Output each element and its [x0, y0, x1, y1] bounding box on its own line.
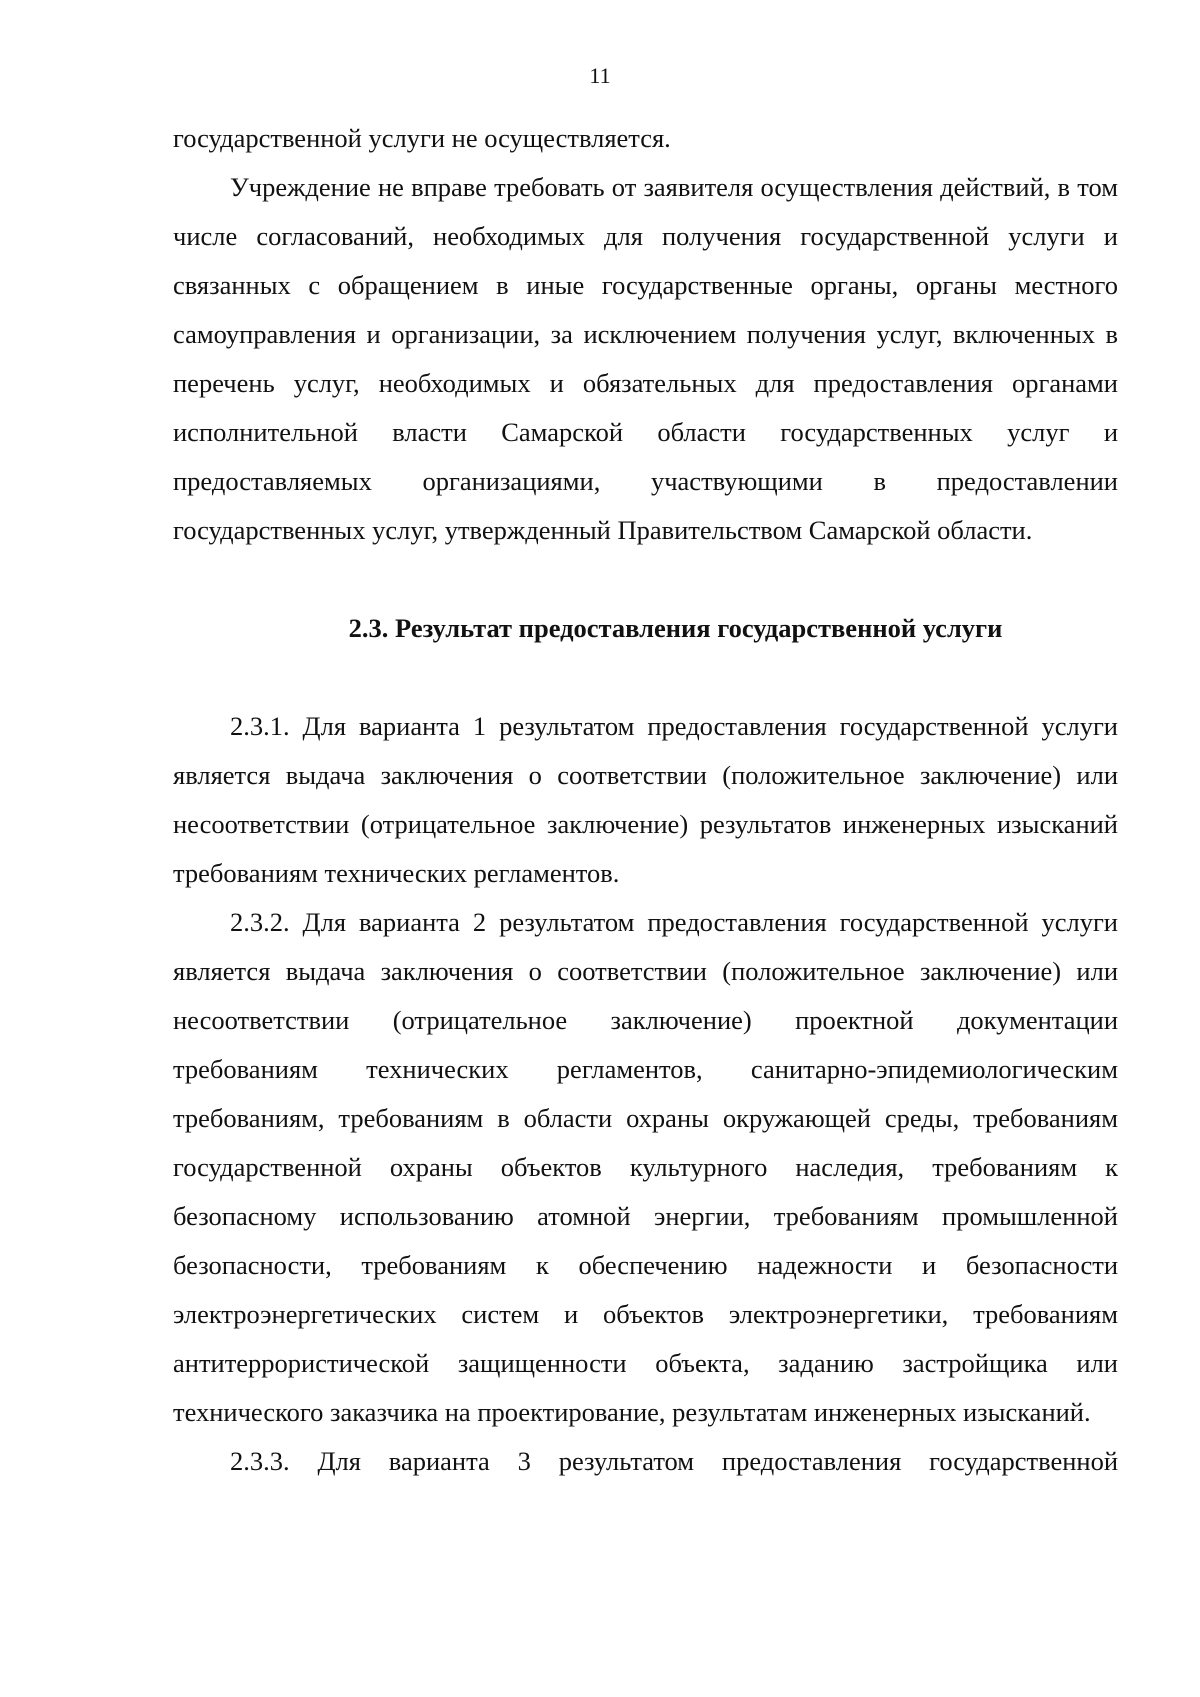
paragraph-2-3-2: 2.3.2. Для варианта 2 результатом предоставления государственной услуги является выдача заключения о соответствии (положительное заключение) или несоответствии (отрицательное заключение) проектной документации требованиям технических регламентов, санитарно-эпидемиологическим требованиям, требованиям в области охраны окружающей среды, требованиям государственной охраны объектов культурного наследия, требованиям к безопасному использованию атомной энергии, требованиям промышленной безопасности, требованиям к обеспечению надежности и безопасности электроэнергетических систем и объектов электроэнергетики, требованиям антитеррористической защищенности объекта, заданию застройщика или технического заказчика на проектирование, результатам инженерных изысканий. [173, 907, 1118, 1427]
paragraph-institution-restrictions: Учреждение не вправе требовать от заявителя осуществления действий, в том числе согласований, необходимых для получения государственной услуги и связанных с обращением в иные государственные органы, органы местного самоуправления и организации, за исключением получения услуг, включенных в перечень услуг, необходимых и обязательных для предоставления органами исполнительной власти Самарской области государственных услуг и предоставляемых организациями, участвующими в предоставлении государственных услуг, утвержденный Правительством Самарской области. [173, 172, 1118, 545]
paragraph-continuation: государственной услуги не осуществляется. [173, 123, 671, 153]
document-body [173, 114, 1118, 1486]
page-number: 11 [589, 63, 611, 88]
paragraph-2-3-1: 2.3.1. Для варианта 1 результатом предоставления государственной услуги является выдача заключения о соответствии (положительное заключение) или несоответствии (отрицательное заключение) результатов инженерных изысканий требованиям технических регламентов. [173, 711, 1118, 888]
paragraph-2-3-3: 2.3.3. Для варианта 3 результатом предоставления государственной [230, 1446, 1118, 1476]
section-heading: 2.3. Результат предоставления государственной услуги [348, 613, 1003, 643]
